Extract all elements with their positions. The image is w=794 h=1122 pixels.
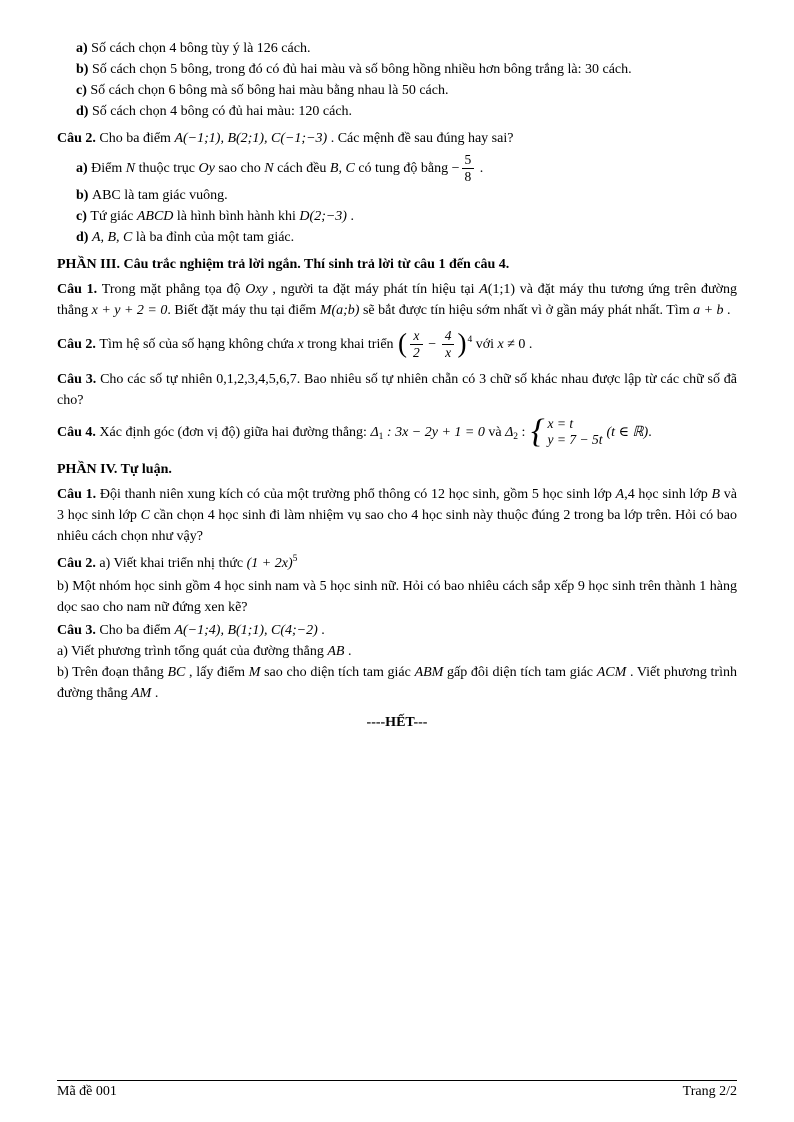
text-run: . [476,161,484,177]
text-run: x [497,337,504,353]
text-run: Cho các số tự nhiên 0,1,2,3,4,5,6,7. Bao nhiêu số tự nhiên chẵn có 3 chữ số khác nhau được lập từ các chữ số đã cho? [57,372,737,408]
text-run: Điểm [91,161,126,177]
text-run: . Biết đặt máy thu tại điểm [167,303,320,318]
text-run: ,4 học sinh lớp [624,487,712,502]
page-footer [57,1080,737,1100]
text-run: Oxy [245,282,268,297]
text-run: PHẦN IV. Tự luận. [57,462,172,477]
fraction: $\frac{x}{2}$ [410,328,423,360]
text-run: Oy [198,161,215,177]
part4-question-3 [57,620,737,641]
text-run: . [723,303,731,318]
text-run: 2 [513,432,519,443]
text-run: ABC là tam giác vuông. [91,188,228,203]
text-run: : 3x − 2y + 1 = 0 [383,425,485,441]
text-run: cách đều [273,161,330,177]
text-run: . [648,425,652,441]
text-run: AB [327,644,345,659]
document-page [57,38,737,733]
text-run: a) Viết phương trình tổng quát của đường thẳng [57,644,328,659]
text-run: 5 [292,554,298,564]
exam-code: Mã đề 001 [57,1084,117,1099]
text-run: và đặt máy thu tương ứng trên đường thẳng [57,282,737,318]
part3-question-3 [57,369,737,411]
text-run: Câu 3. [57,623,100,638]
part3-question-2 [57,329,737,361]
q2-option-a [57,153,737,185]
text-run: C [140,508,150,523]
text-run: Câu 3. [57,372,101,387]
text-run: thuộc trục [135,161,199,177]
part4-question-2b [57,576,737,618]
page-number: Trang 2/2 [682,1084,737,1099]
option-d [57,101,737,122]
text-run: Số cách chọn 6 bông mà số bông hai màu bằng nhau là 50 cách. [90,83,449,98]
text-run: Trong mặt phẳng tọa độ [101,282,246,297]
part4-question-3a [57,641,737,662]
text-run: a) [76,161,92,177]
text-run: Câu 2. [57,556,100,571]
text-run: BC [167,665,186,680]
end-marker [57,712,737,733]
text-run: b) Một nhóm học sinh gồm 4 học sinh nam và 5 học sinh nữ. Hỏi có bao nhiêu cách sắp xếp 9 học sinh trên thành 1 hàng dọc sao cho nam nữ đứng xen kẽ? [57,579,737,615]
text-run: sao cho diện tích tam giác [260,665,415,680]
text-run: AM [131,686,152,701]
text-run: A(−1;4), B(1;1), C(4;−2) [174,623,318,638]
text-run: và 3 học sinh lớp [57,487,737,523]
text-run: (1;1) [487,282,516,297]
text-run: sao cho [214,161,265,177]
text-run: , lấy điểm [185,665,249,680]
text-run: . [344,644,352,659]
text-run: a + b [693,303,724,318]
text-run: . [317,623,325,638]
text-run: Câu 4. [57,425,100,441]
text-run: a) [76,41,92,56]
text-run: . Các mệnh đề sau đúng hay sai? [327,131,514,146]
section-4-heading [57,459,737,480]
text-run: c) [76,209,91,224]
text-run: b) Trên đoạn thẳng [57,665,168,680]
text-run: d) [76,104,92,119]
text-run: D(2;−3) [299,209,347,224]
text-run: − [424,337,440,353]
text-run: b) [76,62,92,77]
fraction: $\frac{4}{x}$ [442,328,455,360]
text-run: ----HẾT--- [366,715,428,730]
text-run: x + y + 2 = 0 [91,303,168,318]
text-run: M [248,665,261,680]
text-run: x [297,337,304,353]
text-run: Số cách chọn 5 bông, trong đó có đủ hai màu và số bông hồng nhiều hơn bông trắng là: 30 cách. [91,62,632,77]
text-run: là ba đỉnh của một tam giác. [132,230,295,245]
text-run: Số cách chọn 4 bông có đủ hai màu: 120 cách. [91,104,353,119]
text-run: gấp đôi diện tích tam giác [443,665,597,680]
q2-option-b [57,185,737,206]
text-run: ABM [414,665,444,680]
text-run: N [125,161,136,177]
text-run: Cho ba điểm [99,623,175,638]
text-run: : [518,425,529,441]
text-run: . [151,686,159,701]
text-run: Số cách chọn 4 bông tùy ý là 126 cách. [91,41,311,56]
section-3-heading [57,254,737,275]
option-a [57,38,737,59]
q2-option-d [57,227,737,248]
text-run: và [484,425,506,441]
text-run: (a;b) [331,303,360,318]
big-paren: ( [398,328,408,358]
text-run: a) Viết khai triển nhị thức [99,556,247,571]
text-run: Δ [505,425,514,441]
text-run: b) [76,188,92,203]
part4-question-1 [57,484,737,547]
text-run: (1 + 2x) [246,556,293,571]
text-run: ACM [596,665,627,680]
text-run: N [264,161,274,177]
equation-system: { x = t y = 7 − 5t [530,413,603,450]
text-run: Đội thanh niên xung kích có của một trường phổ thông có 12 học sinh, gồm 5 học sinh lớp [99,487,616,502]
text-run: . Viết phương trình đường thẳng [57,665,737,701]
text-run: 1 [378,432,384,443]
text-run: A [479,282,488,297]
option-c [57,80,737,101]
text-run: A [615,487,625,502]
text-run: với [472,337,498,353]
text-run: Câu 2. [57,131,100,146]
text-run: M [319,303,332,318]
text-run: c) [76,83,91,98]
part3-question-4 [57,413,737,450]
part3-question-1 [57,279,737,321]
text-run: trong khai triển [303,337,398,353]
text-run: ≠ 0 . [503,337,533,353]
text-run: Δ [370,425,379,441]
text-run: Câu 1. [57,282,102,297]
text-run: d) [76,230,92,245]
text-run: Xác định góc (đơn vị độ) giữa hai đường thẳng: [99,425,371,441]
part4-question-2a [57,553,737,574]
text-run: . [346,209,354,224]
text-run: ABCD [136,209,174,224]
text-run: Câu 2. [57,337,100,353]
text-run: A(−1;1), B(2;1), C(−1;−3) [174,131,328,146]
text-run: Cho ba điểm [99,131,175,146]
big-paren: ) [457,328,467,358]
fraction: $\frac{5}{8}$ [462,152,475,184]
text-run: Tìm hệ số của số hạng không chứa [99,337,298,353]
text-run: Tứ giác [90,209,137,224]
text-run: có tung độ bằng − [354,161,460,177]
text-run: B, C [329,161,355,177]
text-run: sẽ bắt được tín hiệu sớm nhất vì ở gần máy phát nhất. Tìm [359,303,694,318]
text-run: Câu 1. [57,487,100,502]
text-run: , người ta đặt máy phát tín hiệu tại [267,282,480,297]
text-run: cần chọn 4 học sinh đi làm nhiệm vụ sao cho 4 học sinh này thuộc đúng 2 trong ba lớp trên. Hỏi có bao nhiêu cách chọn như vậy? [57,508,737,544]
option-b [57,59,737,80]
left-brace: { [530,413,545,450]
text-run: (t ∈ ℝ) [606,425,649,441]
question-2-truefalse [57,128,737,149]
text-run: là hình bình hành khi [173,209,300,224]
text-run: PHẦN III. Câu trắc nghiệm trả lời ngắn. Thí sinh trả lời từ câu 1 đến câu 4. [57,257,510,272]
text-run: 4 [467,335,473,346]
part4-question-3b [57,662,737,704]
text-run: B [711,487,721,502]
text-run: A, B, C [91,230,133,245]
q2-option-c [57,206,737,227]
